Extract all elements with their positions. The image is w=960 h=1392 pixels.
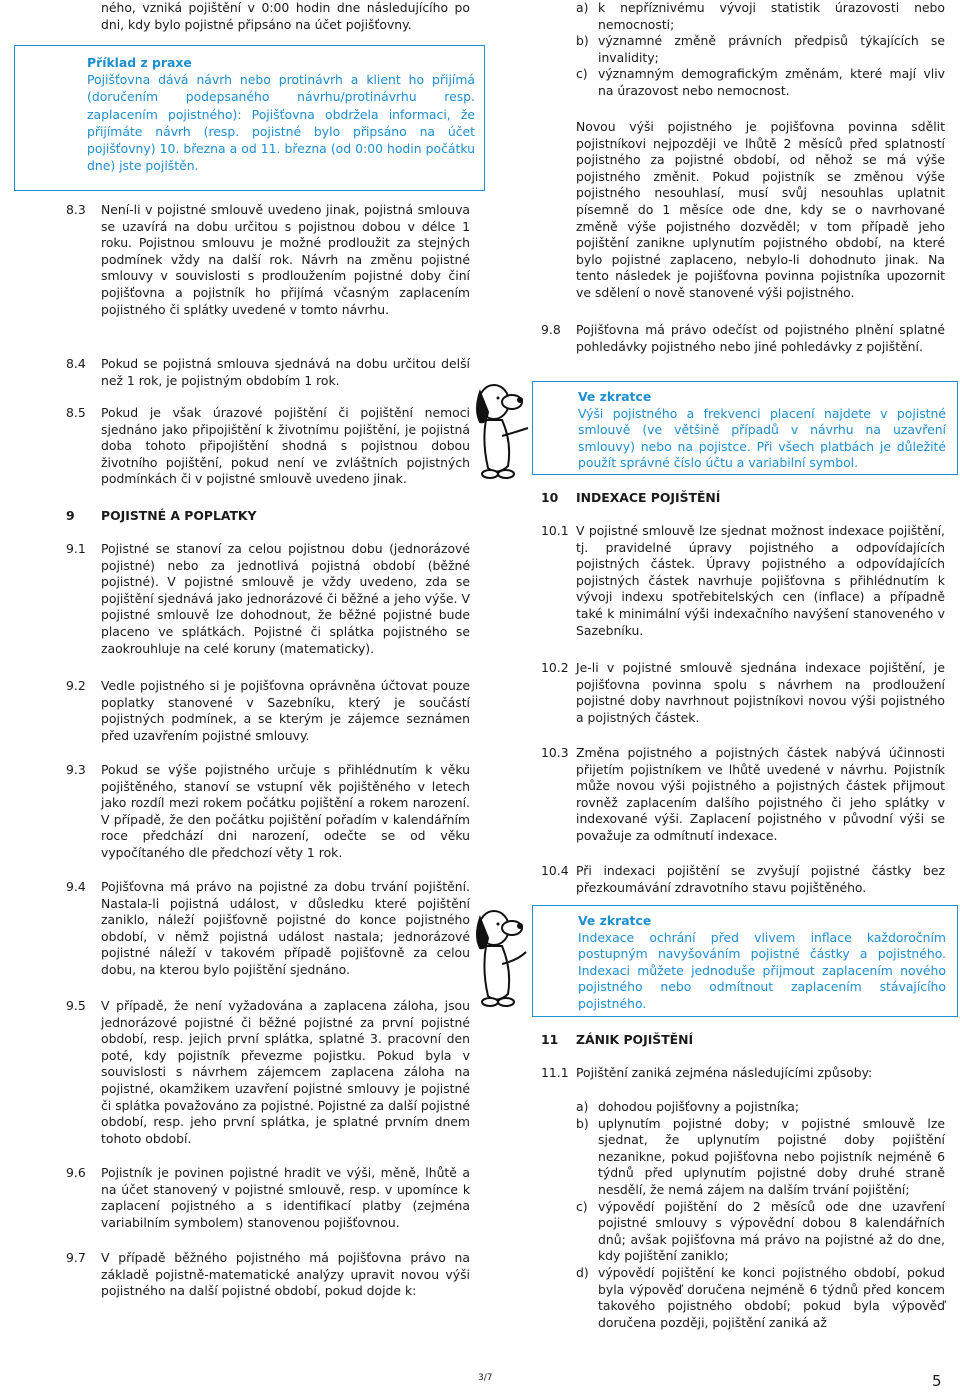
item-number: 11.1 [541, 1065, 569, 1080]
item-10-4 [541, 863, 945, 896]
item-text: Pokud je však úrazové pojištění či pojištění nemoci sjednáno jako připojištění k životnímu pojištění, je pojistná doba tohoto připojištění shodná s pojistnou dobou životního pojištění, pokud není ve zvláštních pojistných podmínkách či v pojistné smlouvě uvedeno jinak. [101, 405, 470, 487]
list-letter: b) [576, 1115, 589, 1131]
example-box-title: Příklad z praxe [87, 55, 192, 70]
item-8-3 [66, 202, 470, 318]
list-text: výpovědí pojištění ke konci pojistného období, pokud byla výpověď doručena nejméně 6 týdnů před koncem takového pojistného období; pokud byla výpověď doručena později, pojištění zaniká až [598, 1264, 945, 1330]
intro-paragraph: ného, vzniká pojištění v 0:00 hodin dne následujícího po dni, kdy bylo pojistné připsáno na účet pojišťovny. [101, 0, 470, 32]
summary-box-text: Výši pojistného a frekvenci placení najdete v pojistné smlouvě (ve většině případů v návrhu na uzavření smlouvy) nebo na pojistce. Při všech platbách je důležité použít správné číslo účtu a variabilní symbol. [578, 405, 946, 471]
item-9-3 [66, 762, 470, 862]
section-number: 10 [541, 490, 559, 505]
item-9-6 [66, 1165, 470, 1231]
list-letter: a) [576, 1099, 589, 1114]
section-title: ZÁNIK POJIŠTĚNÍ [576, 1032, 694, 1047]
item-8-4 [66, 356, 470, 389]
list-letter: c) [576, 66, 588, 82]
item-text: Není-li v pojistné smlouvě uvedeno jinak, pojistná smlouva se uzavírá na dobu určitou s pojistnou dobou v délce 1 roku. Pojistnou smlouvu je možné prodloužit za stejných podmínek vždy na další rok. Návrh na změnu pojistné smlouvy v souvislosti s prodloužením pojistné doby činí pojišťovna a pojistník ho přijímá včasným zaplacením pojistného či splátky uvedené v tomto návrhu. [101, 202, 470, 317]
summary-box-title: Ve zkratce [578, 913, 652, 928]
item-number: 10.4 [541, 863, 569, 878]
list-9-7 [576, 0, 945, 100]
section-9-heading [66, 508, 470, 525]
list-text: významné změně právních předpisů týkajících se invalidity; [598, 33, 945, 65]
item-number: 10.3 [541, 745, 569, 760]
item-9-1 [66, 541, 470, 657]
item-number: 8.3 [66, 202, 86, 217]
section-number: 11 [541, 1032, 559, 1047]
item-text: Pojišťovna má právo na pojistné za dobu trvání pojištění. Nastala-li pojistná událost, v důsledku které pojištění zaniklo, náleží pojišťovně pojistné do konce pojistného období, v němž pojistná událost nastala; jednorázové pojistné náleží v takovém případě pojišťovně za celou dobu, na kterou bylo pojištění sjednáno. [101, 879, 470, 977]
item-text: V pojistné smlouvě lze sjednat možnost indexace pojištění, tj. pravidelné úpravy pojistného a odpovídajících pojistných částek. Úpravy pojistného a odpovídajících pojistných částek navrhuje pojišťovna s přihlédnutím k vývoji indexu spotřebitelských cen (inflace) a případně také k minimální výši indexačního navýšení stanoveného v Sazebníku. [576, 523, 945, 638]
new-premium-paragraph: Novou výši pojistného je pojišťovna povinna sdělit pojistníkovi nejpozději ve lhůtě 2 měsíců před splatností pojistného za pojistné období, od něhož se má výše pojistného změnit. Pokud pojistník se změnou výše pojistného nesouhlasí, musí svůj nesouhlas uplatnit písemně do 1 měsíce ode dne, kdy se o navrhované změně výše pojistného dozvěděl; v tom případě jeho pojištění zanikne uplynutím pojistného období, na které bylo pojistné zaplaceno, nebylo-li dohodnuto jinak. Na tento následek je pojišťovna povinna pojistníka upozornit ve sdělení o nově stanovené výši pojistného. [576, 119, 945, 300]
item-10-3 [541, 745, 945, 845]
list-11-1 [576, 1099, 945, 1331]
item-text: Pojistné se stanoví za celou pojistnou dobu (jednorázové pojistné) nebo za jednotlivá pojistná období (běžné pojistné). V pojistné smlouvě je vždy uvedeno, zda se pojištění sjednává jako jednorázové či běžné a jeho výše. V pojistné smlouvě lze dohodnout, že běžné pojistné bude placeno ve splátkách. Pojistné či splátka pojistného se zaokrouhluje na celé koruny (matematicky). [101, 541, 470, 656]
item-number: 8.5 [66, 405, 86, 420]
item-text: Pojistník je povinen pojistné hradit ve výši, měně, lhůtě a na účet stanovený v pojistné smlouvě, resp. v upomínce k zaplacení pojistného a s identifikací platby (zejména variabilním symbolem) stanovenou pojišťovnou. [101, 1165, 470, 1230]
list-text: výpovědí pojištění do 2 měsíců ode dne uzavření pojistné smlouvy s výpovědní dobou 8 kalendářních dnů; avšak pojišťovna má právo na pojistné až do dne, kdy pojištění zaniklo; [598, 1198, 945, 1264]
item-text: V případě, že není vyžadována a zaplacena záloha, jsou jednorázové pojistné či běžné pojistné za první pojistné období, resp. jejich první splátka, splatné 3. pracovní den poté, kdy pojistník převezme pojistku. Pokud byla v souvislosti s návrhem zájemcem zaplacena záloha na pojistné, okamžikem uzavření pojistné smlouvy je pojistné či splátka považováno za pojistné. Pojistné za další pojistné období, resp. jeho první splátka, je splatné prvním dnem tohoto období. [101, 998, 470, 1146]
section-title: INDEXACE POJIŠTĚNÍ [576, 490, 721, 505]
item-10-2 [541, 660, 945, 726]
item-9-7 [66, 1250, 470, 1300]
item-text: Vedle pojistného si je pojišťovna oprávněna účtovat pouze poplatky stanovené v Sazebníku, který je součástí pojistných podmínek, a se kterým je zájemce seznámen před uzavřením pojistné smlouvy. [101, 678, 470, 743]
item-10-1 [541, 523, 945, 639]
item-9-8 [541, 322, 945, 355]
summary-box-indexation [532, 905, 958, 1017]
snoopy-illustration-right-1 [470, 380, 536, 480]
item-11-1 [541, 1065, 945, 1082]
item-text: Pokud se výše pojistného určuje s přihlédnutím k věku pojištěného, stanoví se vstupní věk pojištěného v letech jako rozdíl mezi rokem počátku pojištění a rokem narození. V případě, že den počátku pojištění pořadím v kalendářním roce předchází dni narození, odečte se od věku vypočítaného dle předchozí věty 1 rok. [101, 762, 470, 860]
example-box [14, 45, 485, 191]
item-9-4 [66, 879, 470, 979]
list-letter: c) [576, 1198, 588, 1214]
list-letter: b) [576, 33, 589, 49]
item-text: V případě běžného pojistného má pojišťovna právo na základě pojistně-matematické analýzy upravit novou výši pojistného na další pojistné období, pokud dojde k: [101, 1250, 470, 1299]
item-text: Pojišťovna má právo odečíst od pojistného plnění splatné pohledávky pojistného nebo jiné pohledávky z pojištění. [576, 322, 945, 354]
list-text: uplynutím pojistné doby; v pojistné smlouvě lze sjednat, že uplynutím pojistné doby pojištění nezanikne, pokud pojišťovna nebo pojistník nejméně 6 týdnů před uplynutím pojistné doby druhé straně nesdělí, že nemá zájem na dalším trvání pojištění; [598, 1115, 945, 1197]
page-fraction: 3/7 [478, 1373, 493, 1383]
item-text: Pokud se pojistná smlouva sjednává na dobu určitou delší než 1 rok, je pojistným obdobím 1 rok. [101, 356, 470, 388]
summary-box-title: Ve zkratce [578, 389, 652, 404]
list-letter: d) [576, 1264, 589, 1280]
example-box-text: Pojišťovna dává návrh nebo protinávrh a klient ho přijímá (doručením podepsaného návrhu/protinávrhu resp. zaplacením pojistného): Pojišťovna obdržela informaci, že přijímáte návrh (resp. pojistné bylo připsáno na účet pojišťovny) 10. března a od 11. března (od 0:00 hodin počátku dne) jste pojištěn. [87, 72, 475, 174]
item-text: Pojištění zaniká zejména následujícími způsoby: [576, 1065, 873, 1080]
item-number: 9.8 [541, 322, 561, 337]
item-9-2 [66, 678, 470, 744]
item-number: 10.2 [541, 660, 569, 675]
list-text: k nepříznivému vývoji statistik úrazovosti nebo nemocnosti; [598, 0, 945, 32]
section-11-heading [541, 1032, 945, 1049]
item-8-5 [66, 405, 470, 488]
item-text: Změna pojistného a pojistných částek nabývá účinnosti přijetím pojistníkem ve lhůtě uvedené v návrhu. Pojistník může novou výši pojistného a pojistných částek přijmout rovněž zaplacením dalšího pojistného či jeho splátky v indexované výši. Zaplacení pojistného v původní výši se považuje za odmítnutí indexace. [576, 745, 945, 843]
item-number: 9.7 [66, 1250, 86, 1265]
item-9-5 [66, 998, 470, 1147]
list-letter: a) [576, 0, 589, 15]
item-number: 8.4 [66, 356, 86, 371]
item-number: 10.1 [541, 523, 569, 538]
section-10-heading [541, 490, 945, 507]
item-number: 9.4 [66, 879, 86, 894]
section-title: POJISTNÉ A POPLATKY [101, 508, 257, 523]
list-text: dohodou pojišťovny a pojistníka; [598, 1099, 799, 1114]
item-number: 9.2 [66, 678, 86, 693]
page-number: 5 [932, 1372, 942, 1390]
snoopy-illustration-right-2 [470, 906, 536, 1010]
item-number: 9.3 [66, 762, 86, 777]
item-number: 9.5 [66, 998, 86, 1013]
item-number: 9.6 [66, 1165, 86, 1180]
summary-box-text: Indexace ochrání před vlivem inflace každoročním postupným navyšováním pojistné částky a pojistného. Indexaci můžete jednoduše přijmout zaplacením nového pojistného nebo odmítnout zaplacením stávajícího pojistného. [578, 929, 946, 1011]
list-text: významným demografickým změnám, které mají vliv na úrazovost nebo nemocnost. [598, 66, 945, 98]
item-text: Je-li v pojistné smlouvě sjednána indexace pojištění, je pojišťovna povinna spolu s návrhem na prodloužení pojistné doby navrhnout pojistníkovi novou výši pojistného a pojistných částek. [576, 660, 945, 725]
item-text: Při indexaci pojištění se zvyšují pojistné částky bez přezkoumávání zdravotního stavu pojištěného. [576, 863, 945, 895]
section-number: 9 [66, 508, 75, 523]
item-number: 9.1 [66, 541, 86, 556]
summary-box-payment [532, 381, 958, 475]
